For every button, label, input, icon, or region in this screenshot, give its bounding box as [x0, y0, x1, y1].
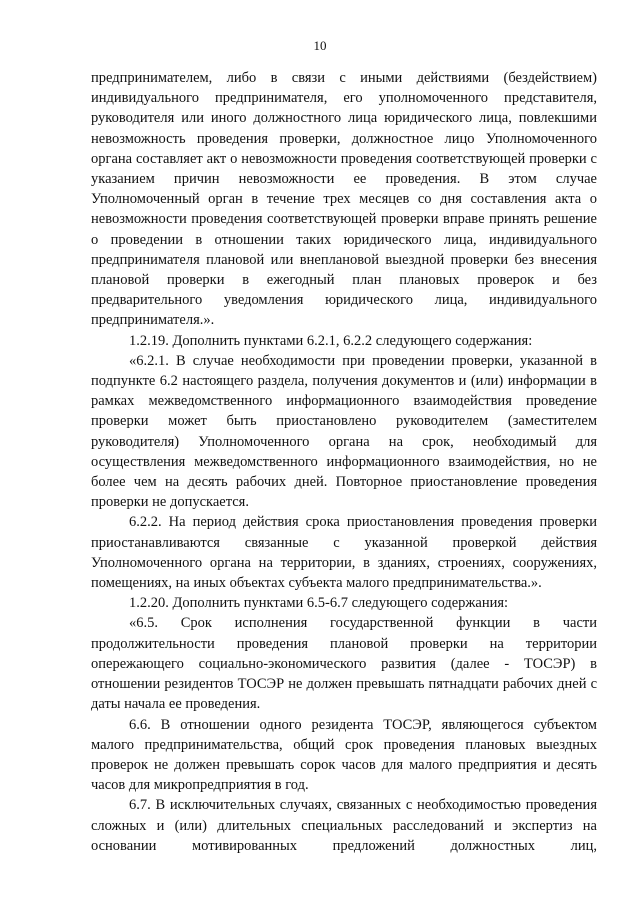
- paragraph-item-6-6: 6.6. В отношении одного резидента ТОСЭР, являющегося субъектом малого предпринимательства, общий срок проведения плановых выездных проверок не должен превышать сорок часов для малого предприятия и десять часов для микропредприятия в год.: [91, 716, 597, 794]
- paragraph-item-1-2-19: 1.2.19. Дополнить пунктами 6.2.1, 6.2.2 следующего содержания:: [129, 332, 533, 349]
- paragraph-item-6-2-2: 6.2.2. На период действия срока приостановления проведения проверки приостанавливаются связанные с указанной проверкой действия Уполномоченного органа на территории, в зданиях, строениях, сооружениях, помещениях, на иных объектах субъекта малого предпринимательства.».: [91, 514, 597, 592]
- paragraph-item-6-7: 6.7. В исключительных случаях, связанных с необходимостью проведения сложных и (или) длительных специальных расследований и экспертиз на основании мотивированных предложений должностных лиц,: [91, 797, 597, 854]
- paragraph-item-1-2-20: 1.2.20. Дополнить пунктами 6.5-6.7 следующего содержания:: [129, 595, 509, 612]
- paragraph-item-6-2-1: «6.2.1. В случае необходимости при проведении проверки, указанной в подпункте 6.2 настоящего раздела, получения документов и (или) информации в рамках межведомственного информационного взаимодействия проведение проверки может быть приостановлено руководителем (заместителем руководителя) Уполномоченного органа на срок, необходимый для осуществления межведомственного информационного взаимодействия, но не более чем на десять рабочих дней. Повторное приостановление проведения проверки не допускается.: [91, 352, 597, 511]
- paragraph-continuation: предпринимателем, либо в связи с иными действиями (бездействием) индивидуального предпринимателя, его уполномоченного представителя, руководителя или иного должностного лица юридического лица, повлекшими невозможность проведения проверки, должностное лицо Уполномоченного органа составляет акт о невозможности проведения соответствующей проверки с указанием причин невозможности ее проведения. В этом случае Уполномоченный орган в течение трех месяцев со дня составления акта о невозможности проведения соответствующей проверки вправе принять решение о проведении в отношении таких юридического лица, индивидуального предпринимателя плановой или внеплановой выездной проверки без внесения плановой проверки в ежегодный план плановых проверок и без предварительного уведомления юридического лица, индивидуального предпринимателя.».: [91, 70, 597, 329]
- document-body: [91, 68, 597, 856]
- page-number: 10: [313, 38, 327, 53]
- paragraph-item-6-5: «6.5. Срок исполнения государственной функции в части продолжительности проведения плановой проверки на территории опережающего социально-экономического развития (далее - ТОСЭР) в отношении резидентов ТОСЭР не должен превышать пятнадцати рабочих дней с даты начала ее проведения.: [91, 615, 597, 713]
